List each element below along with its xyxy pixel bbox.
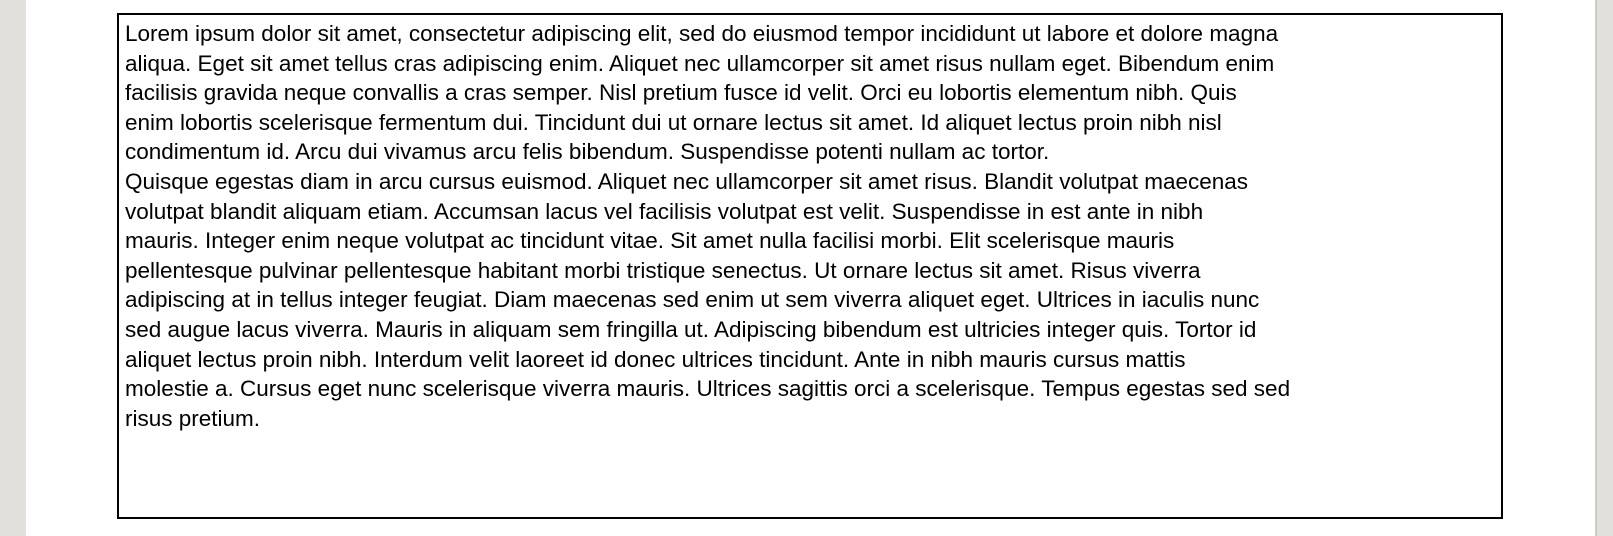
text-line: sed augue lacus viverra. Mauris in aliquam sem fringilla ut. Adipiscing bibendum est ultricies integer quis. Tortor id	[125, 316, 1257, 342]
text-line: mauris. Integer enim neque volutpat ac tincidunt vitae. Sit amet nulla facilisi morbi. Elit scelerisque mauris	[125, 228, 1175, 254]
text-line: aliqua. Eget sit amet tellus cras adipiscing enim. Aliquet nec ullamcorper sit amet risus nullam eget. Bibendum enim	[125, 50, 1275, 76]
text-line: facilisis gravida neque convallis a cras semper. Nisl pretium fusce id velit. Orci eu lobortis elementum nibh. Quis	[125, 80, 1237, 106]
right-margin-strip	[1595, 0, 1613, 536]
text-line: Lorem ipsum dolor sit amet, consectetur adipiscing elit, sed do eiusmod tempor incididunt ut labore et dolore magna	[125, 21, 1279, 46]
text-line: molestie a. Cursus eget nunc scelerisque viverra mauris. Ultrices sagittis orci a scelerisque. Tempus egestas sed sed	[125, 376, 1291, 402]
text-line: enim lobortis scelerisque fermentum dui. Tincidunt dui ut ornare lectus sit amet. Id aliquet lectus proin nibh nisl	[125, 109, 1222, 135]
text-line: adipiscing at in tellus integer feugiat. Diam maecenas sed enim ut sem viverra aliquet eget. Ultrices in iaculis nunc	[125, 287, 1260, 313]
text-line: aliquet lectus proin nibh. Interdum velit laoreet id donec ultrices tincidunt. Ante in nibh mauris cursus mattis	[125, 346, 1186, 372]
text-line: pellentesque pulvinar pellentesque habitant morbi tristique senectus. Ut ornare lectus sit amet. Risus viverra	[125, 257, 1201, 283]
text-line: condimentum id. Arcu dui vivamus arcu felis bibendum. Suspendisse potenti nullam ac tortor.	[125, 139, 1050, 165]
text-line: Quisque egestas diam in arcu cursus euismod. Aliquet nec ullamcorper sit amet risus. Blandit volutpat maecenas	[125, 168, 1249, 194]
lorem-ipsum-text-frame[interactable]	[117, 13, 1503, 519]
text-line: volutpat blandit aliquam etiam. Accumsan lacus vel facilisis volutpat est velit. Suspendisse in est ante in nibh	[125, 198, 1204, 224]
text-line: risus pretium.	[125, 405, 261, 431]
left-margin-strip	[0, 0, 26, 536]
